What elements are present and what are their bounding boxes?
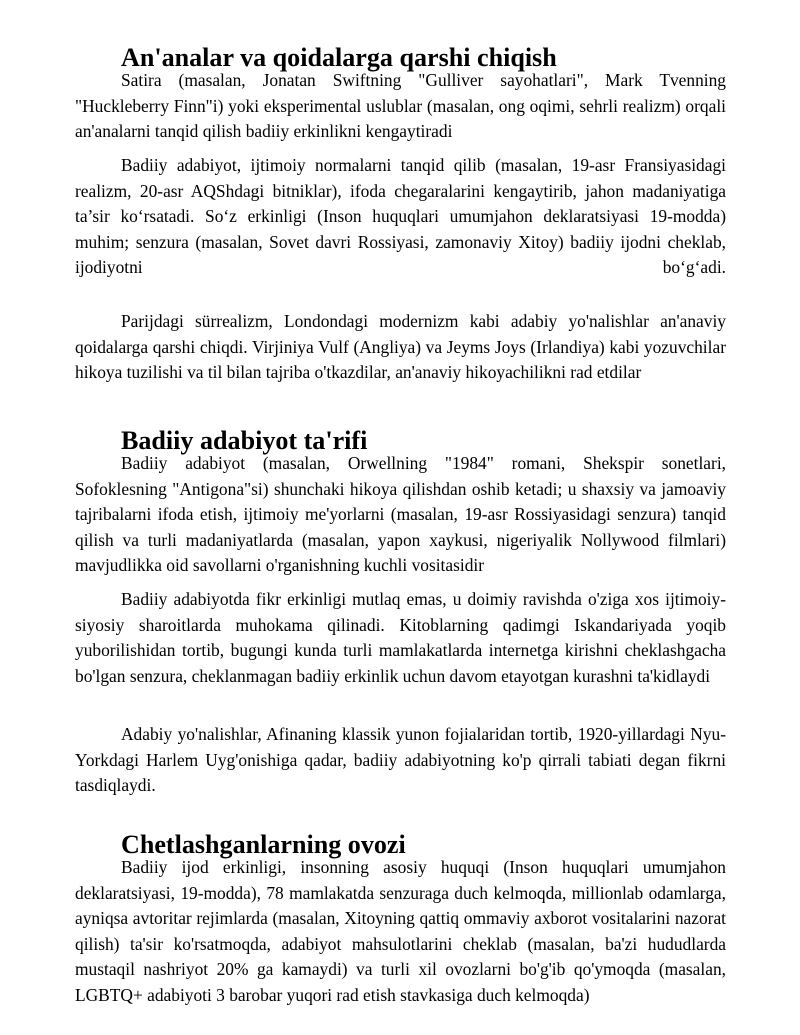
paragraph-freedom-of-thought: Badiiy adabiyotda fikr erkinligi mutlaq emas, u doimiy ravishda o'ziga xos ijtimoiy-siyosiy sharoitlarda muhokama qilinadi. Kitoblarning qadimgi Iskandariyada yoqib yuborilishidan tortib, bugungi kunda turli mamlakatlarda internetga kirishni cheklashgacha bo'lgan senzura, cheklanmagan badiiy erkinlik uchun davom etayotgan kurashni ta'kidlaydi (75, 589, 726, 686)
section-heading-marginalized: Chetlashganlarning ovozi (121, 830, 406, 859)
paragraph-social-norms: Badiiy adabiyot, ijtimoiy normalarni tanqid qilib (masalan, 19-asr Fransiyasidagi realizm, 20-asr AQShdagi bitniklar), ifoda chegaralarini kengaytirib, jahon madaniyatiga ta’sir ko‘rsatadi. So‘z erkinligi (Inson huquqlari umumjahon deklaratsiyasi 19-modda) muhim; senzura (masalan, Sovet davri Rossiyasi, zamonaviy Xitoy) badiiy ijodni cheklab, ijodiyotni bo‘g‘adi. (75, 155, 726, 278)
paragraph-censorship: Badiiy ijod erkinligi, insonning asosiy huquqi (Inson huquqlari umumjahon deklaratsiyasi, 19-modda), 78 mamlakatda senzuraga duch kelmoqda, millionlab odamlarga, ayniqsa avtoritar rejimlarda (masalan, Xitoyning qattiq ommaviy axborot vositalarini nazorat qilish) ta'sir ko'rsatmoqda, adabiyot mahsulotlarini cheklab (masalan, ba'zi hududlarda mustaqil nashriyot 20% ga kamaydi) va turli xil ovozlarni bo'g'ib qo'ymoqda (masalan, LGBTQ+ adabiyoti 3 barobar yuqori rad etish stavkasiga duch kelmoqda) (75, 857, 726, 1005)
section-heading-definition: Badiiy adabiyot ta'rifi (121, 426, 368, 455)
section-heading-traditions: An'analar va qoidalarga qarshi chiqish (121, 43, 557, 72)
paragraph-satire: Satira (masalan, Jonatan Swiftning "Gulliver sayohatlari", Mark Tvenning "Huckleberry Finn"i) yoki eksperimental uslublar (masalan, ong oqimi, sehrli realizm) orqali an'analarni tanqid qilish badiiy erkinlikni kengaytiradi (75, 70, 726, 142)
paragraph-surrealism: Parijdagi sürrealizm, Londondagi modernizm kabi adabiy yo'nalishlar an'anaviy qoidalarga qarshi chiqdi. Virjiniya Vulf (Angliya) va Jeyms Joys (Irlandiya) kabi yozuvchilar hikoya tuzilishi va til bilan tajriba o'tkazdilar, an'anaviy hikoyachilikni rad etdilar (75, 311, 726, 383)
paragraph-literary-movements: Adabiy yo'nalishlar, Afinaning klassik yunon fojialaridan tortib, 1920-yillardagi Nyu-Yorkdagi Harlem Uyg'onishiga qadar, badiiy adabiyotning ko'p qirrali tabiati degan fikrni tasdiqlaydi. (75, 724, 726, 796)
paragraph-definition: Badiiy adabiyot (masalan, Orwellning "1984" romani, Shekspir sonetlari, Sofoklesning "Antigona"si) shunchaki hikoya qilishdan oshib ketadi; u shaxsiy va jamoaviy tajribalarni ifoda etish, ijtimoiy me'yorlarni (masalan, 19-asr Rossiyasidagi senzura) tanqid qilish va turli madaniyatlarda (masalan, yapon xaykusi, nigeriyalik Nollywood filmlari) mavjudlikka oid savollarni o'rganishning kuchli vositasidir (75, 453, 726, 576)
